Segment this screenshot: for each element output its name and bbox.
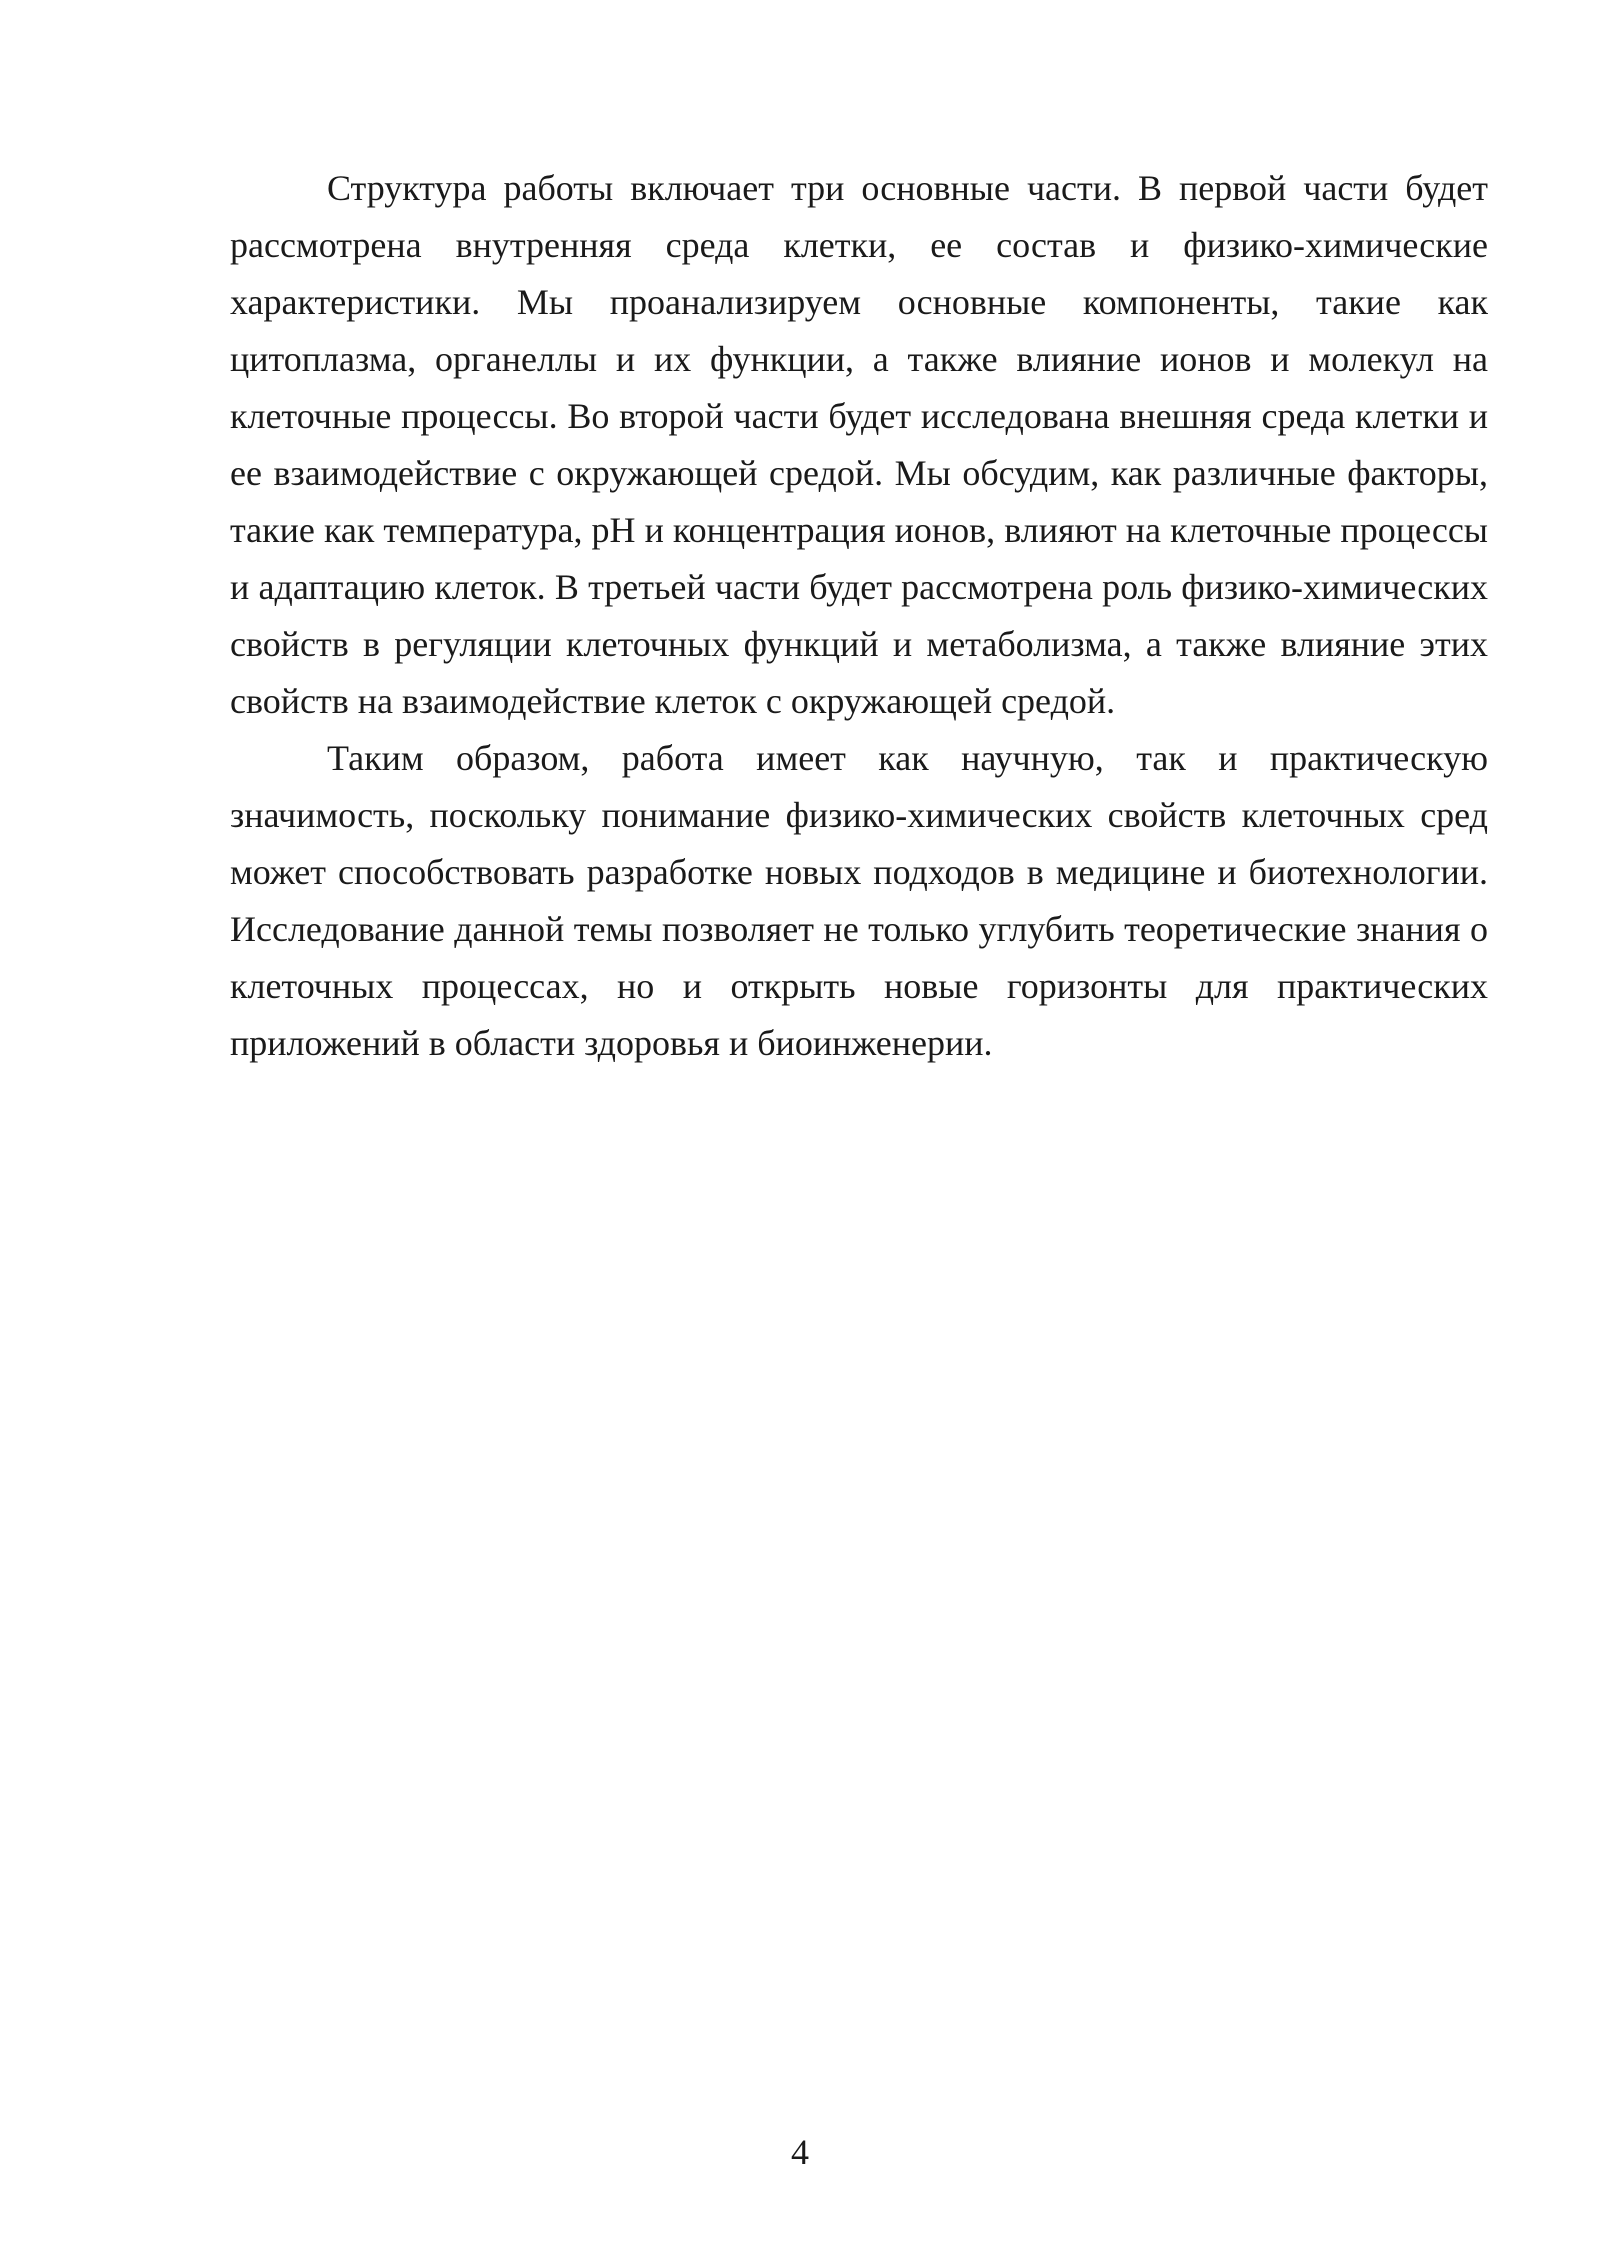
page-number: 4: [791, 2132, 809, 2172]
paragraph-significance: Таким образом, работа имеет как научную, так и практическую значимость, поскольку понимание физико-химических свойств клеточных сред может способствовать разработке новых подходов в медицине и биотехнологии. Исследование данной темы позволяет не только углубить теоретические знания о клеточных процессах, но и открыть новые горизонты для практических приложений в области здоровья и биоинженерии.: [230, 738, 1488, 1063]
paragraph-structure: Структура работы включает три основные части. В первой части будет рассмотрена внутренняя среда клетки, ее состав и физико-химические характеристики. Мы проанализируем основные компоненты, такие как цитоплазма, органеллы и их функции, а также влияние ионов и молекул на клеточные процессы. Во второй части будет исследована внешняя среда клетки и ее взаимодействие с окружающей средой. Мы обсудим, как различные факторы, такие как температура, pH и концентрация ионов, влияют на клеточные процессы и адаптацию клеток. В третьей части будет рассмотрена роль физико-химических свойств в регуляции клеточных функций и метаболизма, а также влияние этих свойств на взаимодействие клеток с окружающей средой.: [230, 168, 1488, 721]
body-text: [230, 160, 1488, 1072]
